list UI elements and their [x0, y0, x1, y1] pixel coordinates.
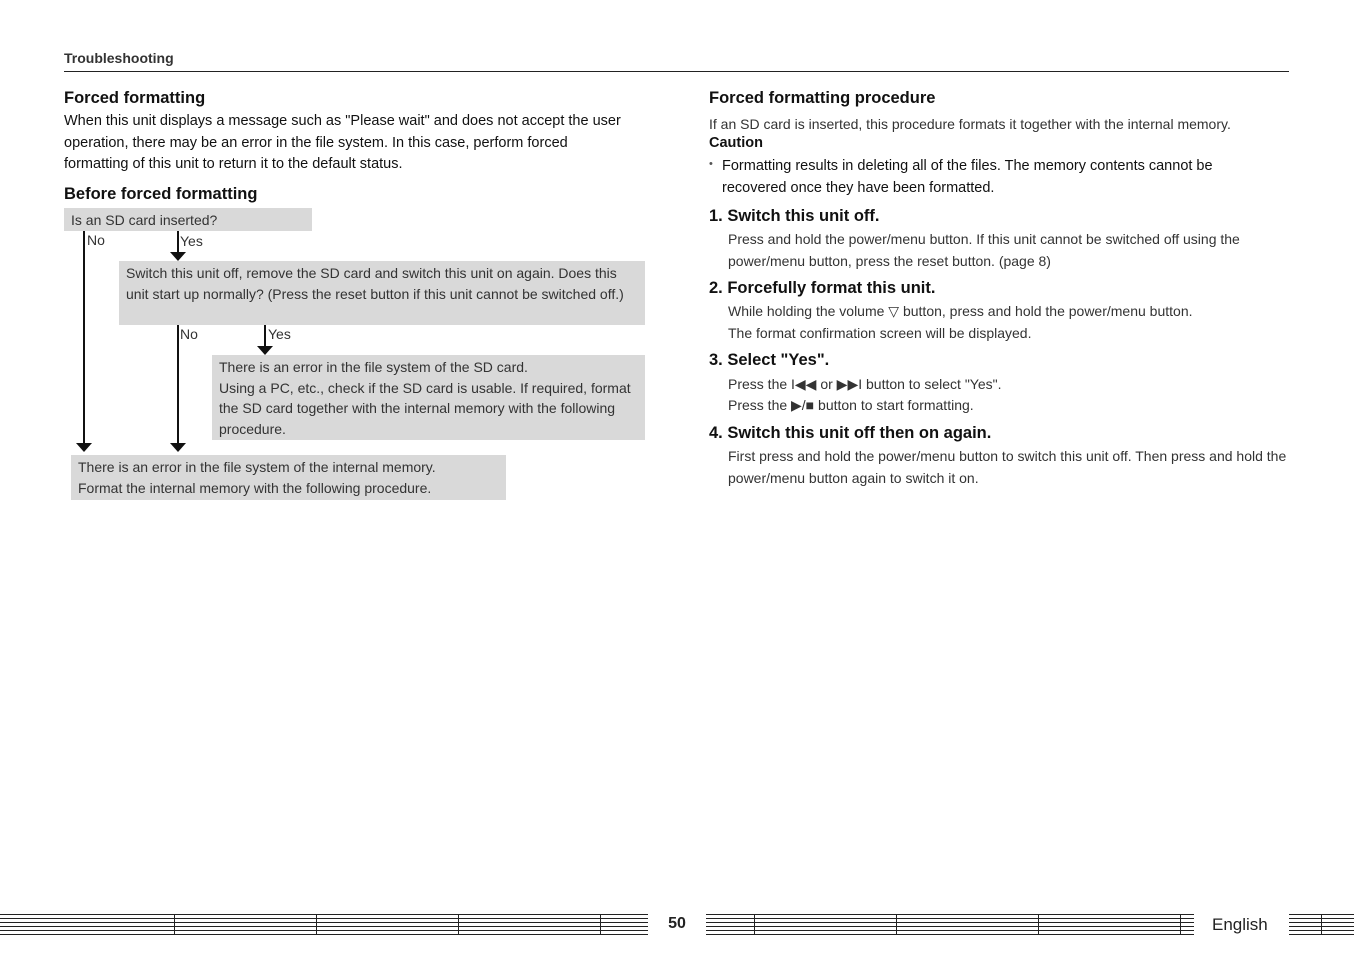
language-label: English — [1212, 915, 1268, 934]
flow-question-sd-inserted: Is an SD card inserted? — [64, 208, 312, 231]
step-3-text-1: Press the I◀◀ or ▶▶I button to select "Yes". — [728, 376, 1002, 392]
header-rule — [64, 71, 1289, 72]
flow-box-sd-error-line2: Using a PC, etc., check if the SD card is usable. If required, format the SD card together with the internal memory with the following procedure. — [219, 379, 631, 437]
flow-line-no2 — [177, 325, 179, 445]
flow-arrow-down-icon — [257, 346, 273, 355]
step-1-title: 1. Switch this unit off. — [709, 207, 880, 225]
flow-box-sd-error-line1: There is an error in the file system of the SD card. — [219, 359, 528, 375]
flow-line-yes2 — [264, 325, 266, 347]
step-4-text: First press and hold the power/menu button to switch this unit off. Then press and hold the power/menu button again to switch it on. — [728, 448, 1287, 486]
flow-arrow-down-icon — [170, 252, 186, 261]
caution-text: Formatting results in deleting all of the files. The memory contents cannot be recovered once they have been formatted. — [722, 158, 1213, 196]
flow-label-yes2: Yes — [268, 326, 291, 342]
page-number: 50 — [668, 915, 686, 932]
step-4-title: 4. Switch this unit off then on again. — [709, 424, 992, 442]
footer-rule-right — [1289, 914, 1354, 935]
flow-label-no1: No — [87, 232, 105, 248]
step-2-title: 2. Forcefully format this unit. — [709, 279, 936, 297]
flow-box-internal-error-line1: There is an error in the file system of the internal memory. — [78, 459, 436, 475]
procedure-intro: If an SD card is inserted, this procedure formats it together with the internal memory. — [709, 116, 1231, 132]
step-2-text-1: While holding the volume ▽ button, press and hold the power/menu button. — [728, 303, 1193, 319]
flow-box-internal-error-line2: Format the internal memory with the following procedure. — [78, 479, 432, 496]
flow-box-sd-error — [212, 355, 645, 440]
flow-label-yes1: Yes — [180, 233, 203, 249]
step-3-text-2: Press the ▶/■ button to start formatting. — [728, 397, 974, 413]
footer-rule-left — [0, 914, 648, 935]
flow-label-no2: No — [180, 326, 198, 342]
flow-arrow-down-icon — [76, 443, 92, 452]
flow-line-yes1 — [177, 231, 179, 253]
section-label: Troubleshooting — [64, 50, 174, 66]
footer-rule-middle — [706, 914, 1194, 935]
before-formatting-title: Before forced formatting — [64, 185, 258, 203]
step-1-text: Press and hold the power/menu button. If this unit cannot be switched off using the power/menu button, press the reset button. (page 8) — [728, 231, 1240, 269]
flow-line-no1 — [83, 231, 85, 445]
forced-formatting-intro: When this unit displays a message such as "Please wait" and does not accept the user operation, there may be an error in the file system. In this case, perform forced formatting of this unit to return it to the default status. — [64, 113, 621, 172]
flow-arrow-down-icon — [170, 443, 186, 452]
flow-box-internal-error — [71, 455, 506, 500]
forced-formatting-title: Forced formatting — [64, 89, 206, 107]
caution-label: Caution — [709, 135, 763, 151]
step-3-title: 3. Select "Yes". — [709, 351, 830, 369]
procedure-title: Forced formatting procedure — [709, 89, 936, 107]
flow-box-restart: Switch this unit off, remove the SD card and switch this unit on again. Does this unit start up normally? (Press the reset button if this unit cannot be switched off.) — [119, 261, 645, 325]
bullet-icon: • — [709, 158, 713, 170]
step-2-text-2: The format confirmation screen will be displayed. — [728, 325, 1032, 341]
